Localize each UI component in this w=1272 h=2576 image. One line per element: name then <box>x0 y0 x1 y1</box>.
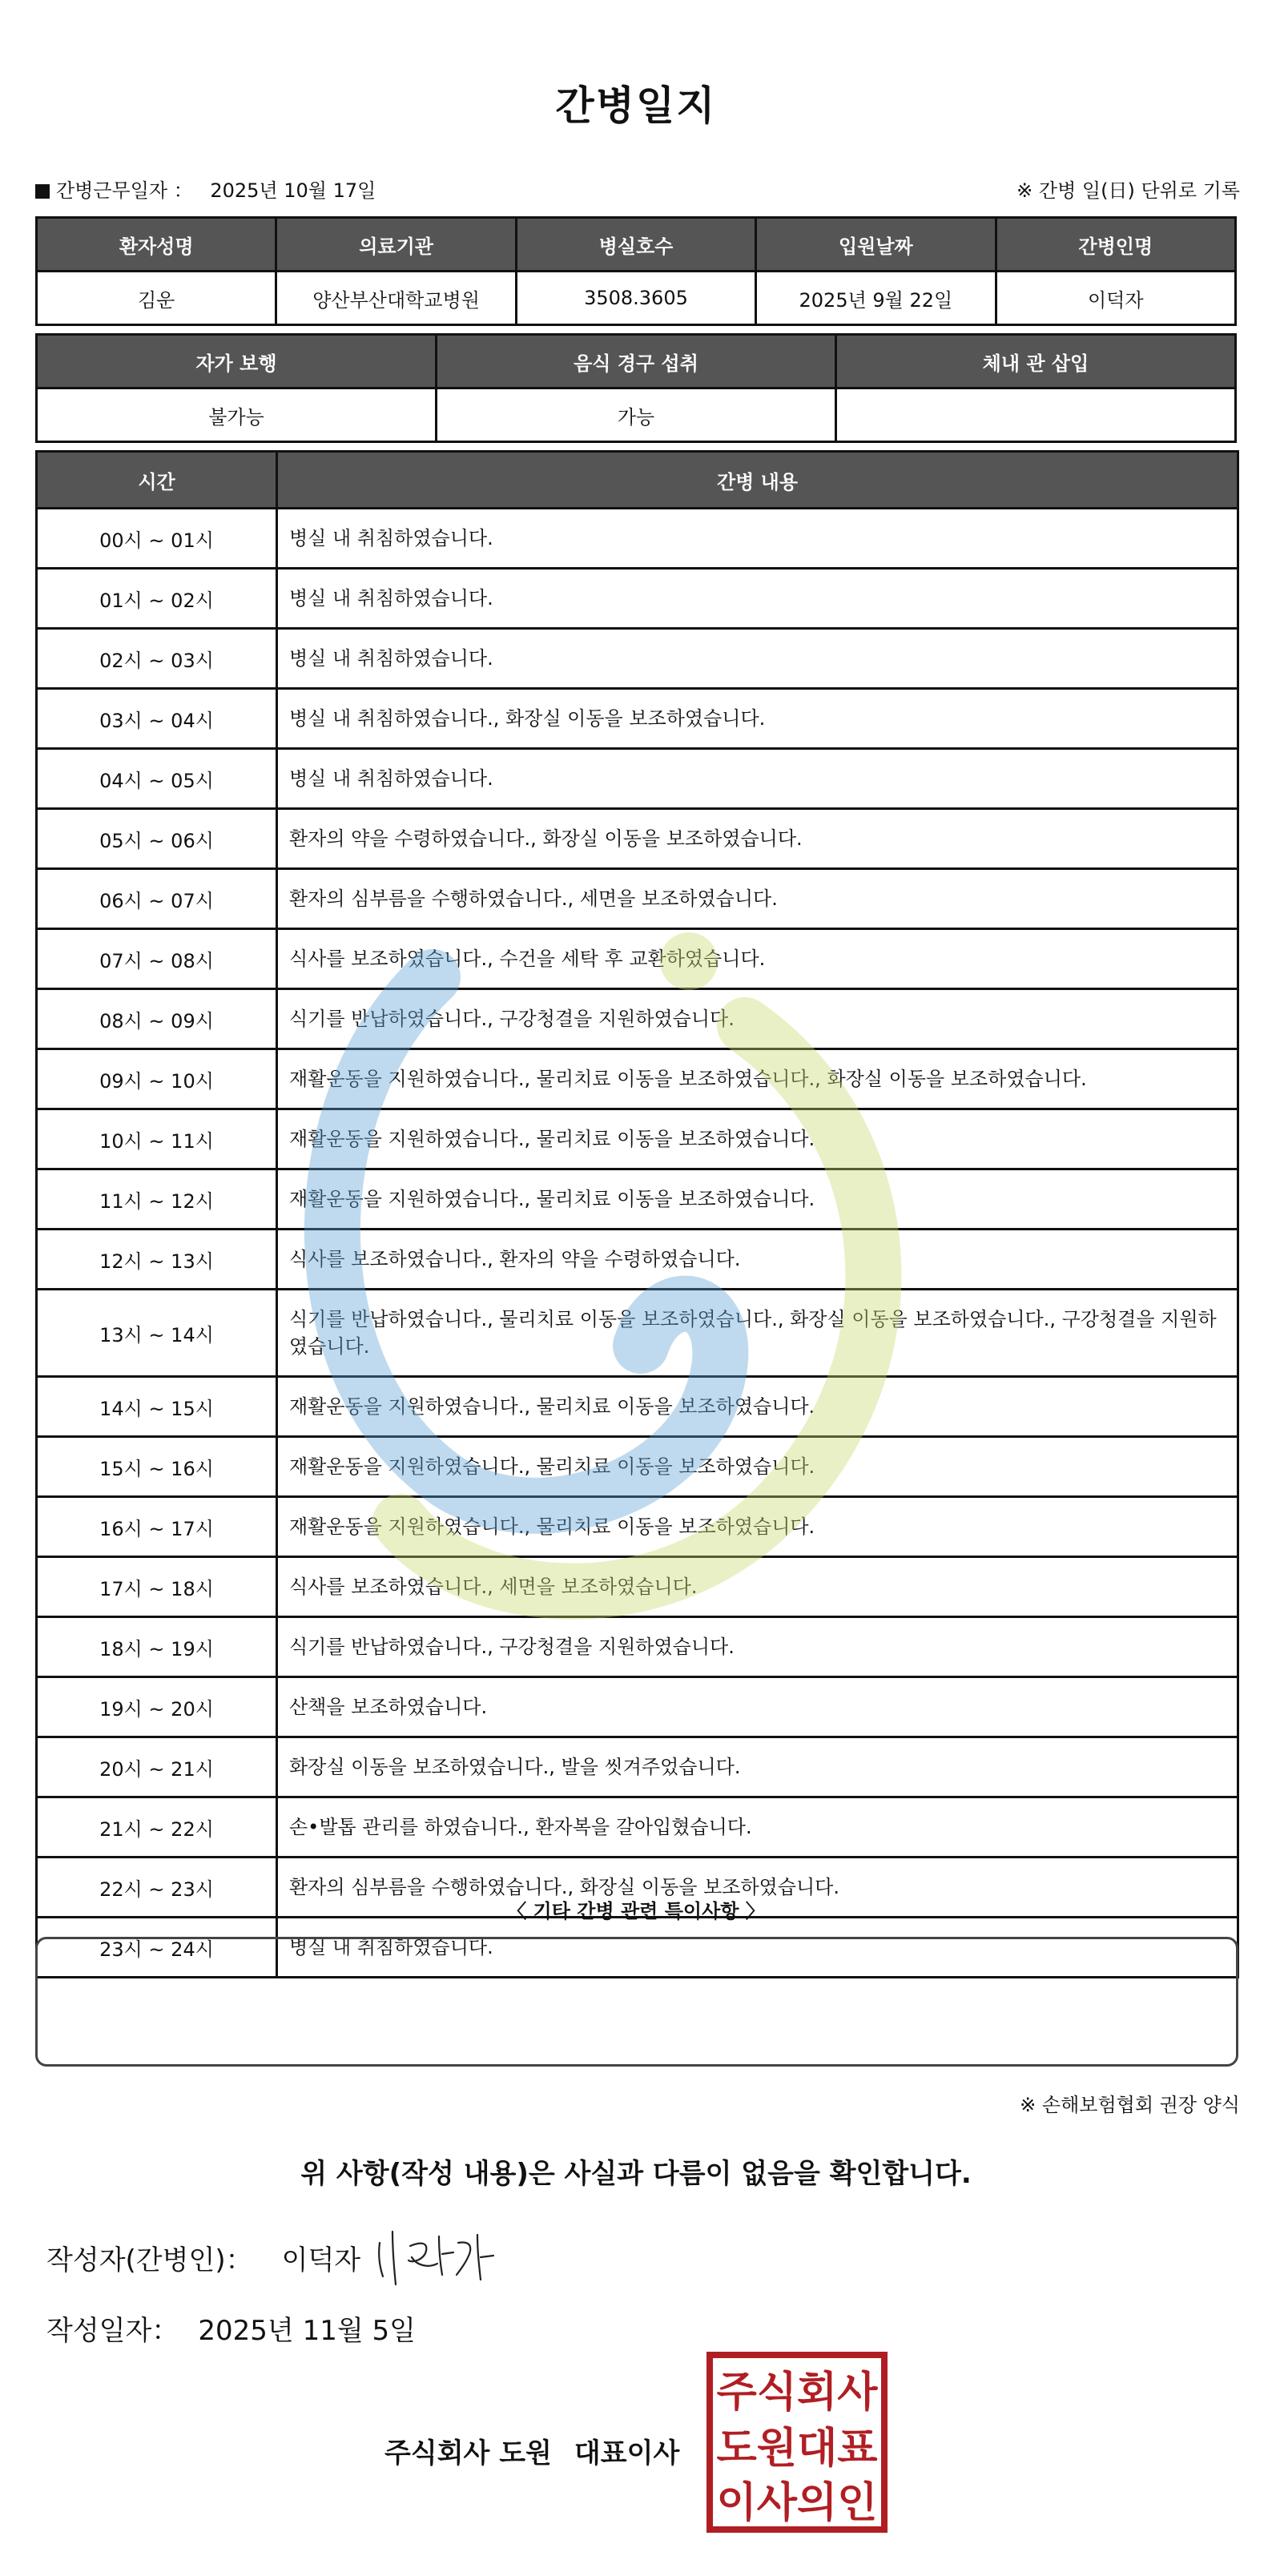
care-log-row <box>37 1169 1238 1230</box>
care-log-row <box>37 689 1238 749</box>
svg-text:이사의인: 이사의인 <box>716 2479 878 2527</box>
care-log-content: 병실 내 취침하였습니다. <box>277 749 1238 809</box>
care-log-row <box>37 1230 1238 1290</box>
care-log-content: 재활운동을 지원하였습니다., 물리치료 이동을 보조하였습니다. <box>277 1497 1238 1557</box>
work-date <box>35 175 376 203</box>
written-date-line <box>46 2308 416 2348</box>
written-date-value: 2025년 11월 5일 <box>198 2315 416 2347</box>
patient-status-value-row <box>37 388 1236 442</box>
remarks-box <box>35 1937 1238 2067</box>
writer-label: 작성자(간병인)： <box>46 2244 253 2276</box>
care-log-content: 손•발톱 관리를 하였습니다., 환자복을 갈아입혔습니다. <box>277 1797 1238 1858</box>
header-caregiver-name: 간병인명 <box>996 218 1235 272</box>
header-admission-date: 입원날짜 <box>756 218 996 272</box>
form-note: ※ 손해보험협회 권장 양식 <box>1020 2094 1240 2116</box>
header-care-content: 간병 내용 <box>277 452 1238 509</box>
care-log-row <box>37 929 1238 989</box>
caregiver-name: 이덕자 <box>996 272 1235 325</box>
care-log-time: 14시 ~ 15시 <box>37 1377 277 1437</box>
care-log-content: 재활운동을 지원하였습니다., 물리치료 이동을 보조하였습니다. <box>277 1377 1238 1437</box>
care-log-time: 11시 ~ 12시 <box>37 1169 277 1230</box>
writer-line <box>46 2238 360 2277</box>
care-log-time: 08시 ~ 09시 <box>37 989 277 1049</box>
care-log-row <box>37 509 1238 569</box>
seal-lettering <box>717 2369 879 2527</box>
care-log-time: 09시 ~ 10시 <box>37 1049 277 1109</box>
patient-info-value-row <box>37 272 1236 325</box>
svg-text:도원대표: 도원대표 <box>716 2425 878 2473</box>
care-log-content: 식기를 반납하였습니다., 구강청결을 지원하였습니다. <box>277 989 1238 1049</box>
self-walking-value: 불가능 <box>37 388 437 442</box>
care-log-content: 재활운동을 지원하였습니다., 물리치료 이동을 보조하였습니다. <box>277 1109 1238 1169</box>
writer-name: 이덕자 <box>281 2244 361 2276</box>
care-log-row <box>37 989 1238 1049</box>
care-log-row <box>37 1737 1238 1797</box>
care-log-header-row <box>37 452 1238 509</box>
care-log-time: 23시 ~ 24시 <box>37 1918 277 1978</box>
care-log-content: 병실 내 취침하였습니다. <box>277 1918 1238 1978</box>
header-room-number: 병실호수 <box>516 218 755 272</box>
remarks-title: 〈 기타 간병 관련 특이사항 〉 <box>507 1900 765 1922</box>
header-hospital: 의료기관 <box>276 218 516 272</box>
svg-text:주식회사: 주식회사 <box>716 2369 878 2417</box>
care-log-time: 00시 ~ 01시 <box>37 509 277 569</box>
care-log-time: 10시 ~ 11시 <box>37 1109 277 1169</box>
care-log-time: 18시 ~ 19시 <box>37 1617 277 1677</box>
care-log-row <box>37 1437 1238 1497</box>
care-log-time: 17시 ~ 18시 <box>37 1557 277 1617</box>
care-log-content: 식기를 반납하였습니다., 물리치료 이동을 보조하였습니다., 화장실 이동을 보조하였습니다., 구강청결을 지원하였습니다. <box>277 1290 1238 1377</box>
patient-status-header-row <box>37 335 1236 388</box>
care-log-row <box>37 869 1238 929</box>
tube-insertion-value <box>836 388 1236 442</box>
care-log-content: 재활운동을 지원하였습니다., 물리치료 이동을 보조하였습니다., 화장실 이동을 보조하였습니다. <box>277 1049 1238 1109</box>
care-log-row <box>37 1557 1238 1617</box>
care-log-content: 산책을 보조하였습니다. <box>277 1677 1238 1737</box>
square-bullet-icon <box>35 184 50 199</box>
care-log-time: 02시 ~ 03시 <box>37 629 277 689</box>
care-log-content: 재활운동을 지원하였습니다., 물리치료 이동을 보조하였습니다. <box>277 1169 1238 1230</box>
care-log-time: 16시 ~ 17시 <box>37 1497 277 1557</box>
patient-name: 김운 <box>37 272 276 325</box>
document-title: 간병일지 <box>555 83 717 129</box>
patient-info-table <box>35 216 1237 326</box>
company-line <box>384 2431 679 2470</box>
care-log-row <box>37 629 1238 689</box>
unit-note: ※ 간병 일(日) 단위로 기록 <box>1016 179 1240 202</box>
care-log-row <box>37 1497 1238 1557</box>
header-oral-intake: 음식 경구 섭취 <box>437 335 836 388</box>
care-log-time: 21시 ~ 22시 <box>37 1797 277 1858</box>
care-log-row <box>37 1797 1238 1858</box>
care-log-time: 19시 ~ 20시 <box>37 1677 277 1737</box>
care-log-row <box>37 1290 1238 1377</box>
header-tube-insertion: 체내 관 삽입 <box>836 335 1236 388</box>
care-log-time: 05시 ~ 06시 <box>37 809 277 869</box>
care-log-content: 식기를 반납하였습니다., 구강청결을 지원하였습니다. <box>277 1617 1238 1677</box>
care-log-content: 재활운동을 지원하였습니다., 물리치료 이동을 보조하였습니다. <box>277 1437 1238 1497</box>
care-log-content: 환자의 약을 수령하였습니다., 화장실 이동을 보조하였습니다. <box>277 809 1238 869</box>
care-log-row <box>37 569 1238 629</box>
care-log-time: 13시 ~ 14시 <box>37 1290 277 1377</box>
care-log-content: 화장실 이동을 보조하였습니다., 발을 씻겨주었습니다. <box>277 1737 1238 1797</box>
care-log-row <box>37 1617 1238 1677</box>
header-patient-name: 환자성명 <box>37 218 276 272</box>
care-log-time: 03시 ~ 04시 <box>37 689 277 749</box>
patient-info-header-row <box>37 218 1236 272</box>
care-log-content: 병실 내 취침하였습니다., 화장실 이동을 보조하였습니다. <box>277 689 1238 749</box>
care-log-content: 식사를 보조하였습니다., 수건을 세탁 후 교환하였습니다. <box>277 929 1238 989</box>
admission-date: 2025년 9월 22일 <box>756 272 996 325</box>
care-log-row <box>37 1109 1238 1169</box>
header-time: 시간 <box>37 452 277 509</box>
company-name: 주식회사 도원 <box>384 2437 552 2469</box>
company-seal-stamp <box>706 2352 888 2533</box>
care-log-content: 식사를 보조하였습니다., 환자의 약을 수령하였습니다. <box>277 1230 1238 1290</box>
oral-intake-value: 가능 <box>437 388 836 442</box>
care-log-time: 20시 ~ 21시 <box>37 1737 277 1797</box>
care-log-time: 07시 ~ 08시 <box>37 929 277 989</box>
room-number: 3508.3605 <box>516 272 755 325</box>
care-log-time: 06시 ~ 07시 <box>37 869 277 929</box>
header-self-walking: 자가 보행 <box>37 335 437 388</box>
care-log-row <box>37 809 1238 869</box>
hospital-name: 양산부산대학교병원 <box>276 272 516 325</box>
care-log-time: 12시 ~ 13시 <box>37 1230 277 1290</box>
care-log-content: 병실 내 취침하였습니다. <box>277 629 1238 689</box>
care-log-time: 01시 ~ 02시 <box>37 569 277 629</box>
written-date-label: 작성일자： <box>46 2315 179 2347</box>
care-log-time: 22시 ~ 23시 <box>37 1858 277 1918</box>
care-log-content: 환자의 심부름을 수행하였습니다., 화장실 이동을 보조하였습니다. <box>277 1858 1238 1918</box>
confirmation-statement: 위 사항(작성 내용)은 사실과 다름이 없음을 확인합니다. <box>300 2158 972 2190</box>
care-log-time: 04시 ~ 05시 <box>37 749 277 809</box>
care-log-row <box>37 749 1238 809</box>
work-date-value: 2025년 10월 17일 <box>210 179 376 202</box>
care-log-time: 15시 ~ 16시 <box>37 1437 277 1497</box>
care-log-row <box>37 1377 1238 1437</box>
care-log-row <box>37 1677 1238 1737</box>
care-log-content: 식사를 보조하였습니다., 세면을 보조하였습니다. <box>277 1557 1238 1617</box>
care-log-content: 병실 내 취침하였습니다. <box>277 569 1238 629</box>
care-log-content: 병실 내 취침하였습니다. <box>277 509 1238 569</box>
patient-status-table <box>35 333 1237 443</box>
care-log-row <box>37 1049 1238 1109</box>
handwritten-signature <box>368 2219 513 2291</box>
care-log-content: 환자의 심부름을 수행하였습니다., 세면을 보조하였습니다. <box>277 869 1238 929</box>
company-title: 대표이사 <box>574 2437 680 2469</box>
work-date-label: 간병근무일자 ： <box>56 179 193 202</box>
care-log-table <box>35 450 1239 1978</box>
